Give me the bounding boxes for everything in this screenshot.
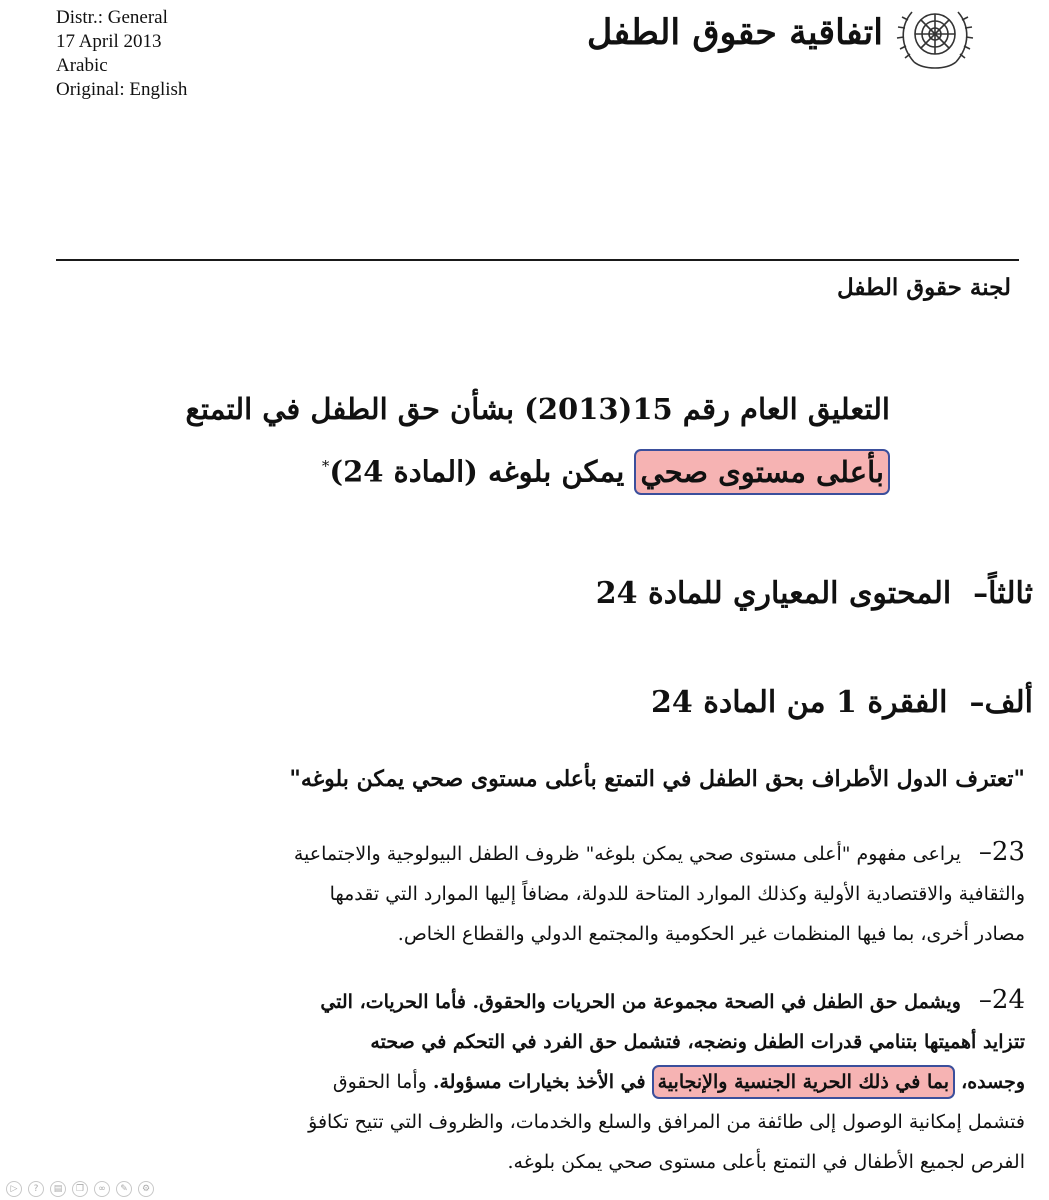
paragraph-line: 24–ويشمل حق الطفل في الصحة مجموعة من الحريات والحقوق. فأما الحريات، التي <box>320 985 1025 1015</box>
general-comment-title-line2 <box>150 437 890 501</box>
original-language: Original: English <box>56 79 188 100</box>
paragraph-line: مصادر أخرى، بما فيها المنظمات غير الحكومية والمجتمع الدولي والقطاع الخاص. <box>397 923 1025 945</box>
help-icon[interactable]: ? <box>28 1181 44 1197</box>
paragraph-line: والثقافية والاقتصادية الأولية وكذلك الموارد المتاحة للدولة، مضافاً إليها الموارد التي تقدمها <box>329 883 1025 905</box>
paragraph-line: 23–يراعى مفهوم "أعلى مستوى صحي يمكن بلوغه" ظروف الطفل البيولوجية والاجتماعية <box>293 837 1025 867</box>
highlighted-phrase: بما في ذلك الحرية الجنسية والإنجابية <box>652 1065 955 1099</box>
section-heading-3 <box>596 576 1033 611</box>
highlighted-phrase: بأعلى مستوى صحي <box>634 449 890 495</box>
settings-icon[interactable]: ⚙ <box>138 1181 154 1197</box>
paragraph-23 <box>294 832 1025 954</box>
paragraph-line: وجسده، بما في ذلك الحرية الجنسية والإنجابية في الأخذ بخيارات مسؤولة. وأما الحقوق <box>308 1062 1025 1102</box>
paragraph-number: 23– <box>978 837 1025 867</box>
document-metadata <box>56 6 187 102</box>
paragraph-number: 24– <box>978 985 1025 1015</box>
paragraph-line: فتشمل إمكانية الوصول إلى طائفة من المرافق والسلع والخدمات، والظروف التي تتيح تكافؤ <box>308 1111 1025 1133</box>
section-number: ثالثاً– <box>973 576 1033 611</box>
footnote-mark: * <box>321 457 330 475</box>
viewer-toolbar <box>0 1178 366 1200</box>
document-date: 17 April 2013 <box>56 31 162 52</box>
paragraph-line: تتزايد أهميتها بتنامي قدرات الطفل ونضجه، فتشمل حق الفرد في التحكم في صحته <box>370 1031 1025 1053</box>
title-continuation: يمكن بلوغه (المادة 24) <box>329 454 625 489</box>
section-title: المحتوى المعياري للمادة 24 <box>595 576 952 611</box>
document-language: Arabic <box>56 55 108 76</box>
section-heading-a <box>651 685 1033 720</box>
paragraph-24 <box>308 980 1025 1182</box>
link-icon[interactable]: ∞ <box>94 1181 110 1197</box>
un-emblem-icon <box>894 0 976 72</box>
edit-icon[interactable]: ✎ <box>116 1181 132 1197</box>
distribution: Distr.: General <box>56 7 168 28</box>
article-quote: "تعترف الدول الأطراف بحق الطفل في التمتع بأعلى مستوى صحي يمكن بلوغه" <box>289 766 1025 792</box>
committee-name: لجنة حقوق الطفل <box>836 274 1011 301</box>
document-icon[interactable]: ▤ <box>50 1181 66 1197</box>
play-icon[interactable]: ▷ <box>6 1181 22 1197</box>
convention-title: اتفاقية حقوق الطفل <box>586 12 883 53</box>
copy-icon[interactable]: ❐ <box>72 1181 88 1197</box>
general-comment-title-line1: التعليق العام رقم 15(2013) بشأن حق الطفل في التمتع <box>185 392 890 426</box>
header-divider <box>56 259 1019 261</box>
paragraph-line: الفرص لجميع الأطفال في التمتع بأعلى مستوى صحي يمكن بلوغه. <box>507 1151 1025 1173</box>
subsection-number: ألف– <box>969 685 1033 720</box>
subsection-title: الفقرة 1 من المادة 24 <box>651 685 948 720</box>
